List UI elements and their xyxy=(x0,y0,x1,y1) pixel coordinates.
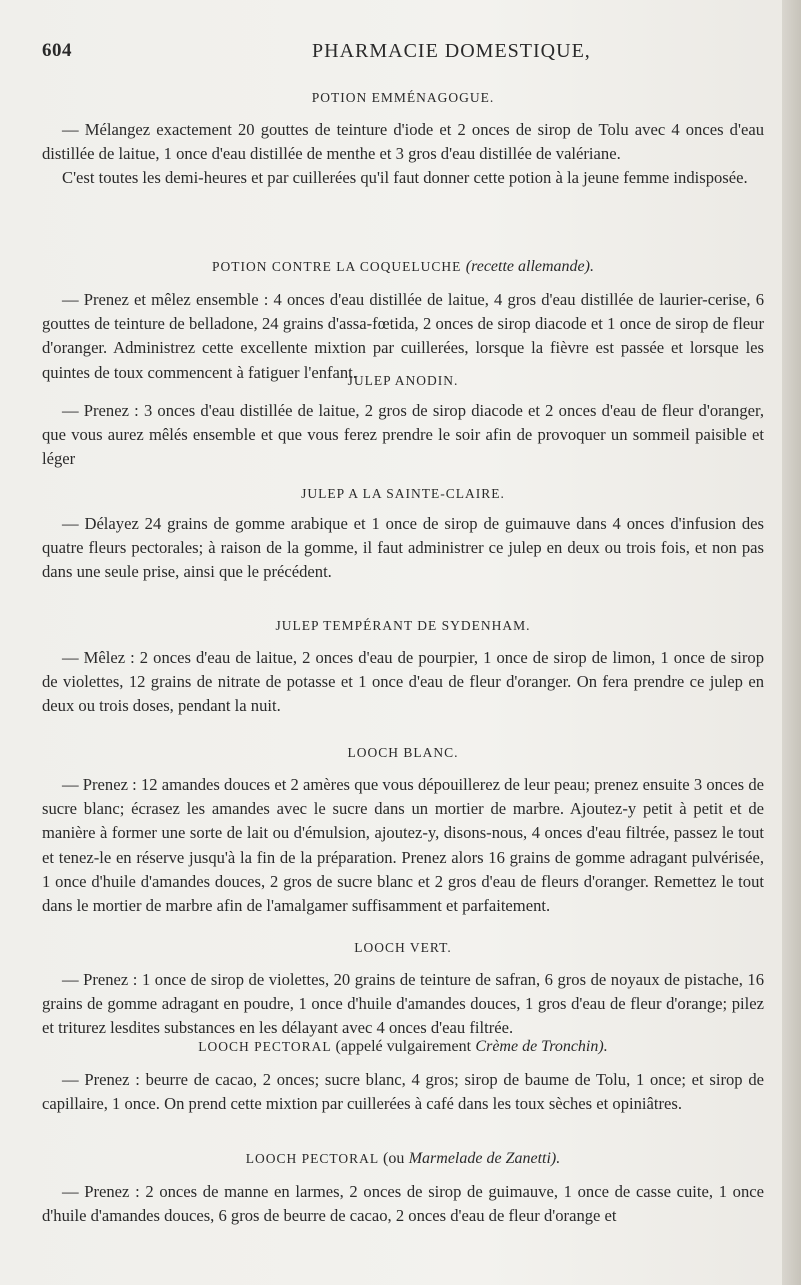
section-title: JULEP TEMPÉRANT DE SYDENHAM. xyxy=(275,618,531,633)
section-title-italic: Crème de Tronchin). xyxy=(475,1038,608,1055)
section-looch-blanc xyxy=(42,745,764,918)
paragraph: — Prenez : 2 onces de manne en larmes, 2 onces de sirop de guimauve, 1 once de casse cuite, 1 once d'huile d'amandes douces, 6 gros de beurre de cacao, 2 onces d'eau de fleur d'orange et xyxy=(42,1182,764,1226)
section-title-main: POTION CONTRE LA COQUELUCHE xyxy=(212,259,462,274)
paragraph: — Mélangez exactement 20 gouttes de teinture d'iode et 2 onces de sirop de Tolu avec 4 onces d'eau distillée de laitue, 1 once d'eau distillée de menthe et 3 gros d'eau distillée de valériane. xyxy=(42,120,764,164)
paragraph: — Prenez : beurre de cacao, 2 onces; sucre blanc, 4 gros; sirop de baume de Tolu, 1 once; et sirop de capillaire, 1 once. On prend cette mixtion par cuillerées à café dans les toux sèches et opiniâtres. xyxy=(42,1070,764,1114)
section-looch-vert xyxy=(42,940,764,1041)
section-title-main: LOOCH PECTORAL xyxy=(198,1039,332,1054)
section-title xyxy=(42,1150,764,1168)
section-potion-coqueluche xyxy=(42,258,764,385)
section-julep-anodin xyxy=(42,373,764,472)
section-title: POTION EMMÉNAGOGUE. xyxy=(311,90,495,105)
paragraph: — Prenez : 12 amandes douces et 2 amères que vous dépouillerez de leur peau; prenez ensuite 3 onces de sucre blanc; écrasez les amandes avec le sucre dans un mortier de marbre. Ajoutez-y petit à petit et de manière à former une sorte de lait ou d'émulsion, ajoutez-y, disons-nous, 4 onces d'eau filtrée, passez le tout et tenez-le en réserve jusqu'à la fin de la préparation. Prenez alors 16 grains de gomme adragant pulvérisée, 1 once d'huile d'amandes douces, 2 gros de sucre blanc et 2 gros d'eau de fleurs d'oranger. Remettez le tout dans le mortier de marbre afin de l'amalgamer suffisamment et parfaitement. xyxy=(42,775,764,916)
section-title-plain: (ou xyxy=(383,1150,405,1167)
paragraph: — Délayez 24 grains de gomme arabique et 1 once de sirop de guimauve dans 4 onces d'infusion des quatre fleurs pectorales; à raison de la gomme, il faut administrer ce julep en deux ou trois fois, et non pas dans une seule prise, ainsi que le précédent. xyxy=(42,514,764,582)
section-title: JULEP A LA SAINTE-CLAIRE. xyxy=(301,486,505,501)
section-looch-pectoral-tronchin xyxy=(42,1038,764,1116)
section-julep-temperant xyxy=(42,618,764,719)
page-number: 604 xyxy=(42,40,72,61)
section-title-plain: (appelé vulgairement xyxy=(335,1038,472,1055)
section-title xyxy=(42,1038,764,1056)
section-looch-pectoral-zanetti xyxy=(42,1150,764,1228)
page-header xyxy=(42,40,762,80)
section-title xyxy=(42,258,764,276)
section-julep-sainte-claire xyxy=(42,486,764,585)
paragraph: — Prenez et mêlez ensemble : 4 onces d'eau distillée de laitue, 4 gros d'eau distillée de laurier-cerise, 6 gouttes de teinture de belladone, 24 grains d'assa-fœtida, 2 onces de sirop diacode et 1 once de sirop de fleur d'oranger. Administrez cette excellente mixtion par cuillerées, lorsque la fièvre est passée et lorsque les quintes de toux commencent à fatiguer l'enfant. xyxy=(42,290,764,382)
adjacent-page-edge xyxy=(782,0,801,1285)
section-title-italic: Marmelade de Zanetti). xyxy=(408,1150,561,1167)
section-title-italic: (recette allemande). xyxy=(465,258,594,275)
section-title: LOOCH VERT. xyxy=(354,940,452,955)
paragraph: — Mêlez : 2 onces d'eau de laitue, 2 onces d'eau de pourpier, 1 once de sirop de limon, 1 once de sirop de violettes, 12 grains de nitrate de potasse et 1 once d'eau de fleur d'oranger. On fera prendre ce julep en deux ou trois doses, pendant la nuit. xyxy=(42,648,764,716)
paragraph: — Prenez : 3 onces d'eau distillée de laitue, 2 gros de sirop diacode et 2 onces d'eau de fleur d'oranger, que vous aurez mêlés ensemble et que vous ferez prendre le soir afin de provoquer un sommeil paisible et léger xyxy=(42,401,764,469)
paragraph: C'est toutes les demi-heures et par cuillerées qu'il faut donner cette potion à la jeune femme indisposée. xyxy=(62,168,748,188)
paragraph: — Prenez : 1 once de sirop de violettes, 20 grains de teinture de safran, 6 gros de noyaux de pistache, 16 grains de gomme adragant en poudre, 1 once d'huile d'amandes douces, 1 gros d'eau de fleur d'orange; pilez et triturez lesdites substances en les délayant avec 4 onces d'eau filtrée. xyxy=(42,970,764,1038)
section-title: LOOCH BLANC. xyxy=(347,745,459,760)
section-title: JULEP ANODIN. xyxy=(347,373,459,388)
section-potion-emmenagogue xyxy=(42,90,764,191)
section-title-main: LOOCH PECTORAL xyxy=(245,1151,379,1166)
running-title: PHARMACIE DOMESTIQUE, xyxy=(312,40,591,62)
